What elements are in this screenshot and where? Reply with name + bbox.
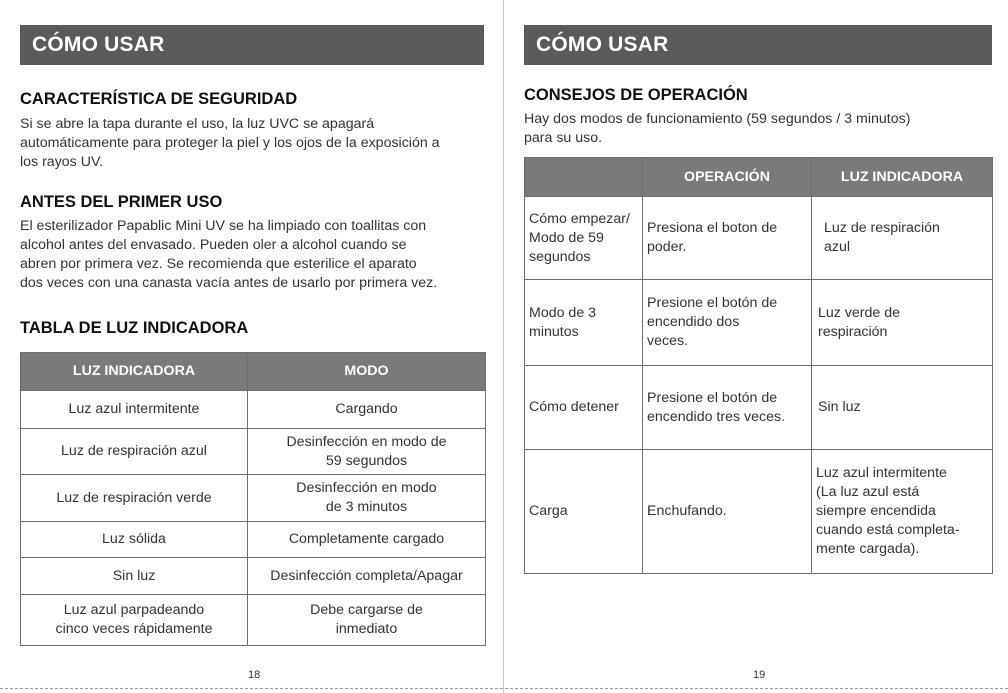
table-row [21, 475, 486, 522]
table-cell [21, 391, 248, 429]
text-line: dos veces con una canasta vacía antes de usarlo por primera vez. [20, 275, 438, 291]
indicator-table [20, 352, 486, 646]
page-number: 19 [753, 669, 766, 681]
table-cell [21, 595, 248, 646]
cell-line: Modo de 3 [529, 304, 597, 321]
safety-heading: CARACTERÍSTICA DE SEGURIDAD [20, 90, 298, 108]
text-line: Si se abre la tapa durante el uso, la luz UVC se apagará [20, 116, 375, 132]
cell-line: encendido tres veces. [647, 408, 786, 425]
table-row [21, 595, 486, 646]
cell-line: Luz azul parpadeando [63, 602, 205, 618]
cell-line: Cargando [335, 401, 398, 417]
text-line: alcohol antes del envasado. Pueden oler a alcohol cuando se [20, 237, 407, 253]
text-line: El esterilizador Papablic Mini UV se ha limpiado con toallitas con [20, 218, 427, 234]
column-header: LUZ INDICADORA [812, 158, 993, 197]
cell-line: (La luz azul está [816, 484, 920, 500]
operation-table [524, 157, 993, 574]
cell-line: de 3 minutos [325, 499, 408, 515]
table-cell [248, 391, 486, 429]
cell-line: inmediato [335, 621, 398, 637]
table-row [525, 450, 993, 574]
cell-line: Luz azul intermitente [68, 401, 200, 417]
cell-line: Luz verde de [818, 304, 901, 321]
safety-text [20, 115, 490, 172]
table-cell [525, 366, 643, 450]
before-first-use-heading: ANTES DEL PRIMER USO [20, 193, 223, 211]
table-cell [248, 475, 486, 522]
cell-line: 59 segundos [325, 452, 408, 469]
table-cell [812, 197, 993, 280]
cell-line: Luz sólida [102, 531, 166, 547]
table-header-row [525, 158, 993, 197]
cell-line: Enchufando. [647, 503, 727, 519]
column-header: OPERACIÓN [643, 158, 812, 197]
page-number: 18 [248, 669, 261, 681]
column-header: MODO [248, 353, 486, 391]
cell-line: Presione el botón de [647, 389, 778, 406]
text-line: Hay dos modos de funcionamiento (59 segundos / 3 minutos) [524, 111, 911, 127]
cell-line: Completamente cargado [288, 531, 445, 547]
table-cell [525, 197, 643, 280]
indicator-table-heading: TABLA DE LUZ INDICADORA [20, 319, 249, 337]
table-cell [248, 429, 486, 475]
cell-line: Sin luz [818, 399, 861, 415]
table-row [21, 429, 486, 475]
table-row [21, 558, 486, 595]
table-cell [525, 450, 643, 574]
text-line: automáticamente para proteger la piel y los ojos de la exposición a [20, 135, 440, 151]
table-cell [525, 280, 643, 366]
cell-line: cinco veces rápidamente [55, 621, 213, 637]
cell-line: Luz azul intermitente [816, 465, 947, 481]
table-cell [643, 280, 812, 366]
table-cell [21, 558, 248, 595]
cell-line: cuando está completa- [816, 522, 960, 538]
table-header-row [21, 353, 486, 391]
cell-line: azul [824, 239, 851, 255]
text-line: para su uso. [524, 130, 603, 146]
cell-line: Cómo detener [529, 399, 619, 415]
table-row [525, 280, 993, 366]
tips-heading: CONSEJOS DE OPERACIÓN [524, 86, 748, 104]
table-cell [812, 366, 993, 450]
right-page [505, 0, 1008, 693]
cell-line: Debe cargarse de [310, 602, 423, 618]
cell-line: encendido dos [647, 314, 740, 330]
table-cell [21, 429, 248, 475]
cell-line: mente cargada). [816, 541, 920, 557]
cell-line: Cómo empezar/ [529, 210, 630, 227]
cell-line: Sin luz [112, 567, 156, 584]
before-first-use-text [20, 217, 490, 293]
cell-line: veces. [647, 333, 689, 349]
table-row [525, 197, 993, 280]
cell-line: Carga [529, 503, 568, 519]
page-banner: CÓMO USAR [524, 25, 992, 65]
cell-line: poder. [647, 239, 687, 255]
table-cell [643, 197, 812, 280]
page-banner: CÓMO USAR [20, 25, 484, 65]
table-cell [643, 366, 812, 450]
column-header: LUZ INDICADORA [21, 353, 248, 391]
table-cell [248, 522, 486, 558]
page-spine [503, 0, 504, 693]
page-bottom-edge [0, 688, 1008, 689]
table-cell [248, 595, 486, 646]
table-cell [643, 450, 812, 574]
table-cell [812, 280, 993, 366]
column-header [525, 158, 643, 197]
cell-line: Desinfección en modo de [286, 433, 447, 450]
table-cell [248, 558, 486, 595]
cell-line: Luz de respiración verde [56, 489, 212, 506]
text-line: los rayos UV. [20, 154, 104, 170]
cell-line: segundos [529, 248, 591, 265]
table-row [525, 366, 993, 450]
text-line: abren por primera vez. Se recomienda que esterilice el aparato [20, 256, 417, 272]
table-cell [812, 450, 993, 574]
cell-line: siempre encendida [816, 503, 936, 519]
cell-line: Presione el botón de [647, 295, 778, 311]
cell-line: Modo de 59 [529, 229, 604, 246]
cell-line: Luz de respiración azul [61, 443, 207, 459]
table-row [21, 391, 486, 429]
cell-line: Desinfección en modo [296, 480, 437, 496]
cell-line: Presiona el boton de [647, 220, 778, 236]
cell-line: Desinfección completa/Apagar [270, 567, 463, 584]
cell-line: minutos [529, 323, 579, 340]
cell-line: respiración [818, 323, 888, 340]
tips-text [524, 110, 994, 148]
cell-line: Luz de respiración [824, 220, 940, 236]
table-row [21, 522, 486, 558]
table-cell [21, 522, 248, 558]
table-cell [21, 475, 248, 522]
